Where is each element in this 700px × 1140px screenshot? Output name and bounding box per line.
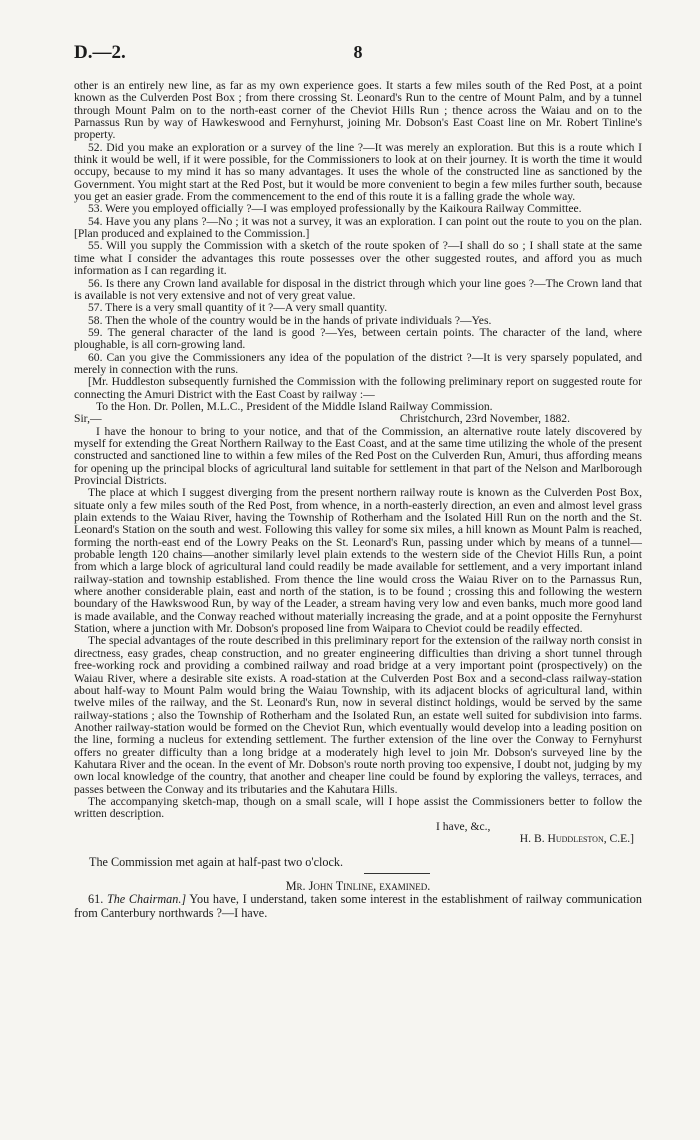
- question-53: 53. Were you employed officially ?—I was employed professionally by the Kaikoura Railway Committee.: [88, 202, 582, 216]
- letter-place-date: Christchurch, 23rd November, 1882.: [399, 412, 570, 426]
- page-header: [74, 42, 642, 66]
- letter-salutation: Sir,—: [74, 412, 102, 426]
- witness-heading: Mr. John Tinline, examined.: [285, 878, 431, 893]
- question-54: 54. Have you any plans ?—No ; it was not a survey, it was an exploration. I can point out the route to you on the plan. [Plan produced and explained to the Commission.]: [74, 214, 642, 241]
- page-number: 8: [353, 42, 363, 62]
- question-56: 56. Is there any Crown land available for disposal in the district through which your line goes ?—The Crown land that is available is not very extensive and not of very great value.: [74, 276, 642, 302]
- question-61-number: 61.: [88, 892, 104, 907]
- question-52: 52. Did you make an exploration or a survey of the line ?—It was merely an exploration. But this is a route which I think it would be well, if it were possible, for the Commissioners to look at on their journey. It is worth the time it would occupy, because to my mind it has so many advantages. It uses the whole of the constructed line as sanctioned by the Government. You might start at the Red Post, but it would be more convenient to begin a few miles further south, because you get an easier grade. From the commencement to the end of this route it is a falling grade the whole way.: [74, 140, 642, 204]
- question-55: 55. Will you supply the Commission with a sketch of the route spoken of ?—I shall do so ; I shall state at the same time what I consider the advantages this route possesses over the other suggested routes, and afford you as much information as I can regarding it.: [74, 239, 642, 278]
- meeting-note: The Commission met again at half-past two o'clock.: [89, 855, 344, 870]
- question-58: 58. Then the whole of the country would be in the hands of private individuals ?—Yes.: [88, 313, 492, 327]
- letter-paragraph-3: The special advantages of the route described in this preliminary report for the extension of the railway north consist in directness, easy grades, cheap construction, and no greater engineering difficulties than driving a short tunnel through free-working rock and providing a combined railway and road bridge at a very important point (prospectively) on the Waiau River, where a desirable site exists. A road-station at the Culverden Post Box and a second-class railway-station about half-way to Mount Palm would bring the Waiau Township, with its adjacent blocks of agricultural land, within twelve miles of the railway, and the St. Leonard's Run, now in several distinct holdings, would be served by the same railway-stations ; also the Township of Rotherham and the Isolated Run, an estate well suited for subdivision into farms. Another railway-station would be formed on the Cheviot Run, which eventually would develop into a leading position on the line, forming a nucleus for extending settlement. The further extension of the line over the Conway to Fernyhurst offers no greater difficulty than a long bridge at a moderately high level to join Mr. Dobson's surveyed line by the Kahutara River and the ocean. In the event of Mr. Dobson's route north proving too expensive, I doubt not, judging by my own local knowledge of the country, that another and cheaper line could be found by exploring the valleys, terraces, and passes between the Conway and its tributaries and the Kahutara Hills.: [74, 634, 642, 796]
- letter-salutation-line: [74, 413, 642, 425]
- letter-paragraph-2: The place at which I suggest diverging from the present northern railway route is known as the Culverden Post Box, situate only a few miles south of the Red Post, from whence, in a north-easterly direction, an even and almost level grass plain extends to the Waiau River, having the Township of Rotherham and the Isolated Hill Run on the north and the St. Leonard's Station on the south and west. Following this valley for some six miles, a hill known as Mount Palm is reached, forming the north-east end of the Lowry Peaks on the St. Leonard's Run, passing under which by means of a tunnel—probable length 120 chains—another similarly level plain extends to the western side of the Cheviot Hills Run, a point from which a large block of agricultural land could readily be made available for settlement, and a very important inland railway-station and township established. From thence the line would cross the Waiau River on to the Parnassus Run, where another considerable plain, east and north of the station, is to be found ; crossing this and following the western boundary of the Hawkswood Run, by way of the Leader, a stream having very low and even banks, much more good land is made available, and the Conway reached without materially increasing the grade, and at a point opposite the Fernyhurst Station, where a junction with Mr. Dobson's proposed line from Waipara to Cheviot could be readily effected.: [74, 486, 642, 636]
- document-reference: D.—2.: [74, 42, 126, 63]
- paragraph-continuation: other is an entirely new line, as far as my own experience goes. It starts a few miles south of the Red Post, at a point known as the Culverden Post Box ; from there crossing St. Leonard's Run to the centre of Mount Palm, and by a tunnel through Mount Palm on to the north-east corner of the Cheviot Hills Run ; thence across the Waiau and on to the Parnassus Run by way of Hawkeswood and Fernyhurst, joining Mr. Dobson's East Coast line on Mr. Robert Tinline's property.: [74, 79, 642, 142]
- report-introduction: [Mr. Huddleston subsequently furnished the Commission with the following preliminary report on suggested route for connecting the Amuri District with the East Coast by railway :—: [74, 375, 642, 401]
- question-59: 59. The general character of the land is good ?—Yes, between certain points. The character of the land, where ploughable, is all corn-growing land.: [74, 325, 642, 352]
- letter-addressee: To the Hon. Dr. Pollen, M.L.C., President of the Middle Island Railway Commission.: [96, 399, 493, 413]
- question-61-text: You have, I understand, taken some interest in the establishment of railway communication from Canterbury northwards ?—I have.: [74, 892, 642, 920]
- question-60: 60. Can you give the Commissioners any idea of the population of the district ?—It is very sparsely populated, and merely in connection with the runs.: [74, 350, 642, 376]
- letter-paragraph-1: I have the honour to bring to your notice, and that of the Commission, an alternative route lately discovered by myself for extending the Great Northern Railway to the East Coast, and at the same time utilizing the whole of the present constructed and sanctioned line to within a few miles of the Red Post on the Culverden Run, Amuri, thus affording means for opening up the principal blocks of agricultural land suitable for settlement in that part of the Nelson and Marlborough Provincial Districts.: [74, 424, 642, 487]
- document-body: [74, 80, 642, 920]
- question-61: [74, 893, 642, 920]
- question-57: 57. There is a very small quantity of it ?—A very small quantity.: [88, 301, 388, 315]
- letter-closing: I have, &c.,: [436, 819, 491, 833]
- letter-paragraph-4: The accompanying sketch-map, though on a small scale, will I hope assist the Commissioners better to follow the written description.: [74, 794, 642, 821]
- letter-signature: H. B. Huddleston, C.E.]: [519, 831, 634, 845]
- question-61-speaker: The Chairman.]: [106, 892, 187, 907]
